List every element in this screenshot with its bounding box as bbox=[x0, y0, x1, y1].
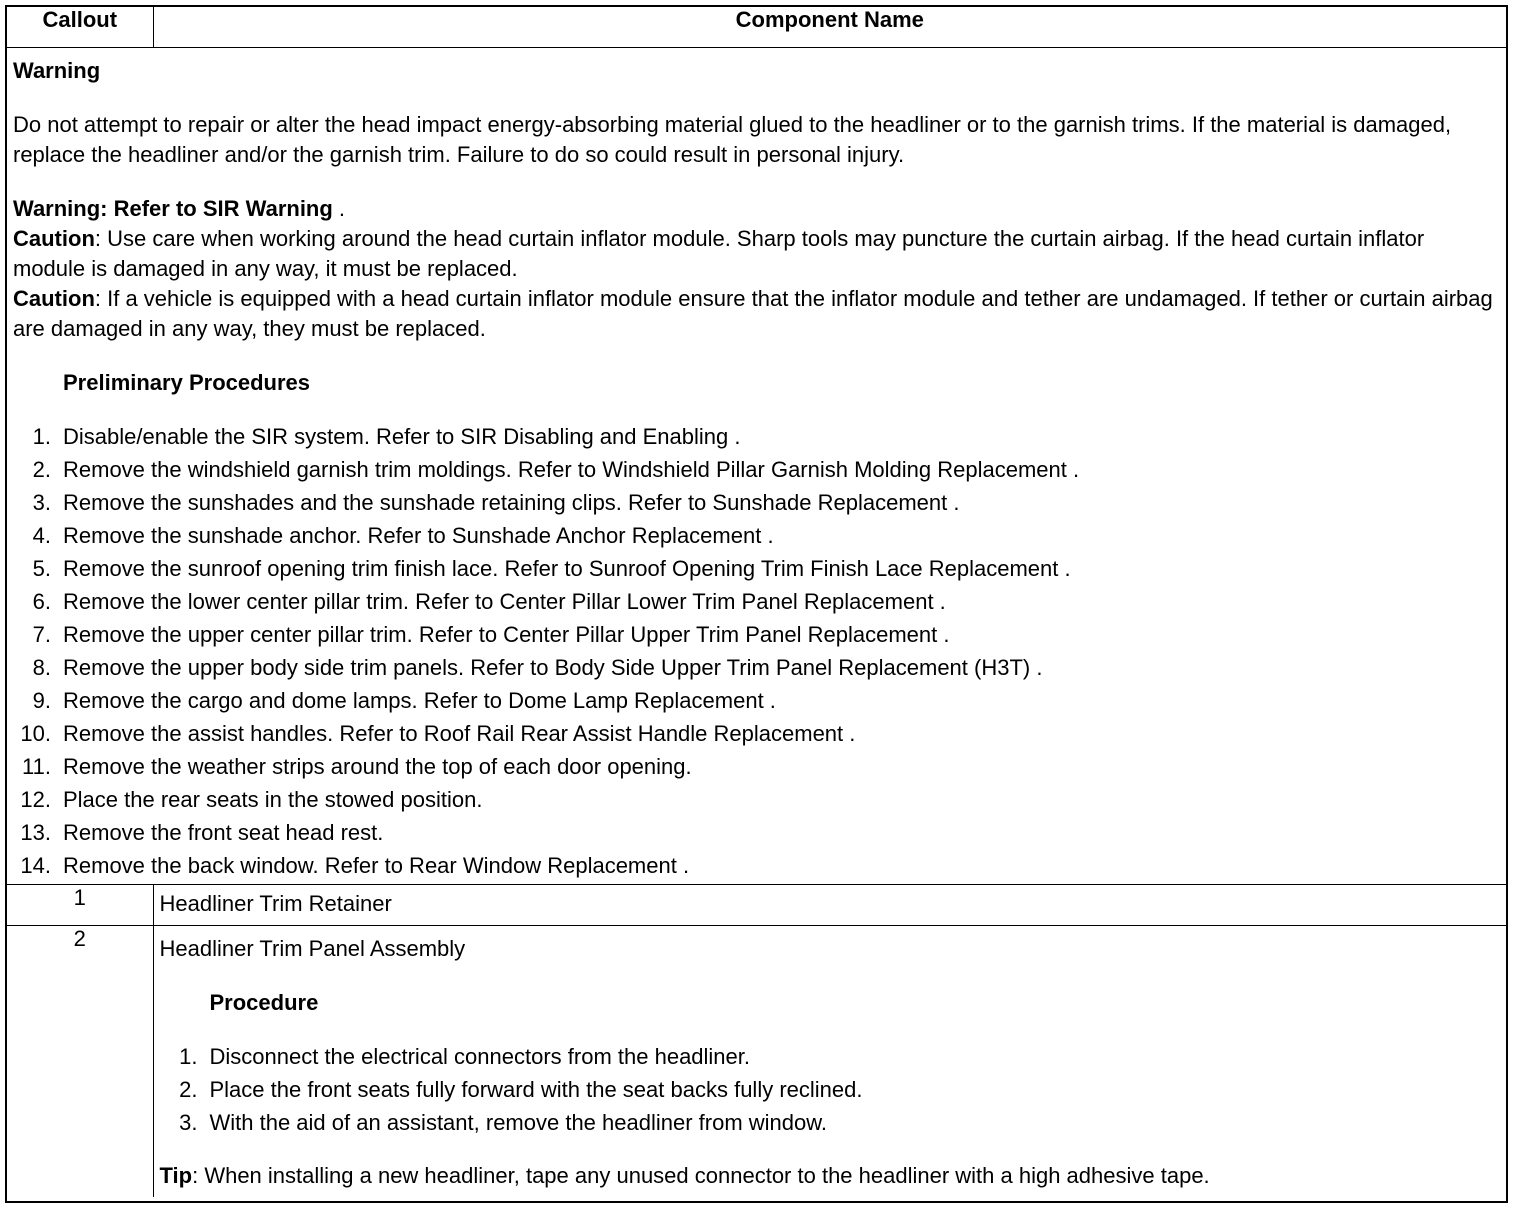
list-item bbox=[13, 651, 1500, 684]
tip-label: Tip bbox=[159, 1163, 193, 1188]
caution-1 bbox=[13, 224, 1500, 284]
list-item bbox=[160, 1106, 1501, 1139]
step-text: Remove the front seat head rest. bbox=[63, 820, 384, 845]
tip-note bbox=[160, 1161, 1501, 1191]
step-number: 1. bbox=[179, 1044, 198, 1069]
table-row bbox=[7, 926, 1506, 1198]
list-item bbox=[13, 684, 1500, 717]
step-text: Remove the lower center pillar trim. Refer to Center Pillar Lower Trim Panel Replacement . bbox=[63, 589, 946, 614]
list-item bbox=[13, 717, 1500, 750]
intro-row bbox=[7, 48, 1506, 885]
step-number: 5. bbox=[32, 556, 51, 581]
caution-2-text: : If a vehicle is equipped with a head curtain inflator module ensure that the inflator module and tether are undamaged. If tether or curtain airbag are damaged in any way, they must be replaced. bbox=[13, 286, 1493, 341]
list-item bbox=[13, 585, 1500, 618]
document-sheet bbox=[5, 5, 1508, 1203]
component-name: Headliner Trim Panel Assembly bbox=[159, 936, 466, 961]
preliminary-procedures-title: Preliminary Procedures bbox=[63, 370, 311, 395]
header-row bbox=[7, 7, 1506, 48]
list-item bbox=[13, 453, 1500, 486]
step-text: Remove the weather strips around the top of each door opening. bbox=[63, 754, 692, 779]
step-number: 12. bbox=[20, 787, 51, 812]
component-table bbox=[7, 7, 1506, 1197]
procedure-title: Procedure bbox=[209, 990, 319, 1015]
step-text: Remove the upper center pillar trim. Refer to Center Pillar Upper Trim Panel Replacement . bbox=[63, 622, 950, 647]
component-name: Headliner Trim Retainer bbox=[159, 891, 392, 916]
step-text: With the aid of an assistant, remove the headliner from window. bbox=[209, 1110, 828, 1135]
header-component-name: Component Name bbox=[153, 7, 1506, 48]
step-text: Remove the back window. Refer to Rear Window Replacement . bbox=[63, 853, 690, 878]
step-text: Remove the upper body side trim panels. Refer to Body Side Upper Trim Panel Replacement (H3T) . bbox=[63, 655, 1043, 680]
warning-refer bbox=[13, 194, 1500, 224]
component-cell bbox=[153, 926, 1506, 1198]
procedure-steps-list bbox=[160, 1040, 1501, 1139]
warning-refer-label: Warning: Refer to SIR Warning bbox=[13, 196, 333, 221]
list-item bbox=[13, 618, 1500, 651]
list-item bbox=[160, 1040, 1501, 1073]
step-number: 9. bbox=[32, 688, 51, 713]
caution-1-text: : Use care when working around the head curtain inflator module. Sharp tools may puncture the curtain airbag. If the head curtain inflator module is damaged in any way, it must be replaced. bbox=[13, 226, 1425, 281]
callout-cell: 2 bbox=[7, 926, 153, 1198]
list-item bbox=[13, 816, 1500, 849]
step-text: Place the front seats fully forward with the seat backs fully reclined. bbox=[209, 1077, 863, 1102]
step-text: Place the rear seats in the stowed position. bbox=[63, 787, 483, 812]
list-item bbox=[13, 783, 1500, 816]
header-callout: Callout bbox=[7, 7, 153, 48]
list-item bbox=[13, 849, 1500, 882]
step-text: Remove the sunshades and the sunshade retaining clips. Refer to Sunshade Replacement . bbox=[63, 490, 960, 515]
step-number: 10. bbox=[20, 721, 51, 746]
step-number: 3. bbox=[32, 490, 51, 515]
caution-2 bbox=[13, 284, 1500, 344]
step-text: Disable/enable the SIR system. Refer to SIR Disabling and Enabling . bbox=[63, 424, 741, 449]
step-text: Remove the assist handles. Refer to Roof Rail Rear Assist Handle Replacement . bbox=[63, 721, 856, 746]
list-item bbox=[13, 519, 1500, 552]
caution-2-label: Caution bbox=[13, 286, 95, 311]
step-text: Remove the cargo and dome lamps. Refer to Dome Lamp Replacement . bbox=[63, 688, 776, 713]
warning-text: Do not attempt to repair or alter the head impact energy-absorbing material glued to the headliner or to the garnish trims. If the material is damaged, replace the headliner and/or the garnish trim. Failure to do so could result in personal injury. bbox=[13, 112, 1452, 167]
step-number: 2. bbox=[179, 1077, 198, 1102]
step-text: Remove the sunroof opening trim finish lace. Refer to Sunroof Opening Trim Finish Lace Replacement . bbox=[63, 556, 1071, 581]
list-item bbox=[13, 486, 1500, 519]
callout-cell: 1 bbox=[7, 885, 153, 926]
step-text: Remove the windshield garnish trim moldings. Refer to Windshield Pillar Garnish Molding Replacement . bbox=[63, 457, 1080, 482]
step-number: 4. bbox=[32, 523, 51, 548]
preliminary-steps-list bbox=[13, 420, 1500, 882]
step-number: 13. bbox=[20, 820, 51, 845]
step-number: 2. bbox=[32, 457, 51, 482]
list-item bbox=[13, 552, 1500, 585]
intro-cell bbox=[7, 48, 1506, 885]
step-number: 7. bbox=[32, 622, 51, 647]
list-item bbox=[13, 750, 1500, 783]
warning-refer-tail: . bbox=[332, 196, 346, 221]
caution-1-label: Caution bbox=[13, 226, 95, 251]
list-item bbox=[13, 420, 1500, 453]
component-cell bbox=[153, 885, 1506, 926]
warning-title: Warning bbox=[13, 58, 101, 83]
step-text: Disconnect the electrical connectors from the headliner. bbox=[209, 1044, 751, 1069]
table-row bbox=[7, 885, 1506, 926]
step-number: 6. bbox=[32, 589, 51, 614]
step-number: 3. bbox=[179, 1110, 198, 1135]
step-number: 8. bbox=[32, 655, 51, 680]
tip-text: : When installing a new headliner, tape any unused connector to the headliner with a high adhesive tape. bbox=[192, 1163, 1210, 1188]
step-number: 11. bbox=[22, 754, 51, 779]
step-number: 1. bbox=[32, 424, 51, 449]
step-number: 14. bbox=[20, 853, 51, 878]
step-text: Remove the sunshade anchor. Refer to Sunshade Anchor Replacement . bbox=[63, 523, 774, 548]
list-item bbox=[160, 1073, 1501, 1106]
